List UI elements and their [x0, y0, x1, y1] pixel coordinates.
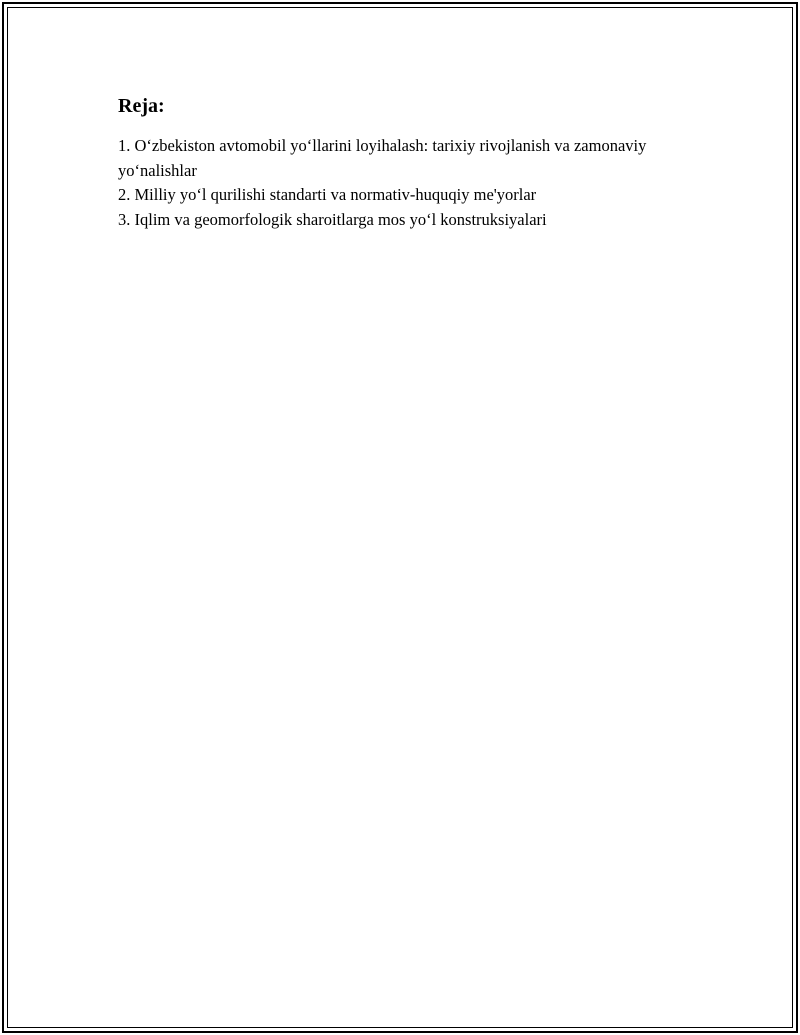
document-body [118, 94, 678, 232]
plan-item-2: 2. Milliy yo‘l qurilishi standarti va normativ-huquqiy me'yorlar [118, 185, 537, 204]
plan-item-3: 3. Iqlim va geomorfologik sharoitlarga mos yo‘l konstruksiyalari [118, 209, 547, 229]
plan-heading: Reja: [118, 95, 165, 117]
plan-list [118, 134, 678, 232]
plan-item-1: 1. O‘zbekiston avtomobil yo‘llarini loyihalash: tarixiy rivojlanish va zamonaviy yo‘nalishlar [118, 136, 647, 180]
